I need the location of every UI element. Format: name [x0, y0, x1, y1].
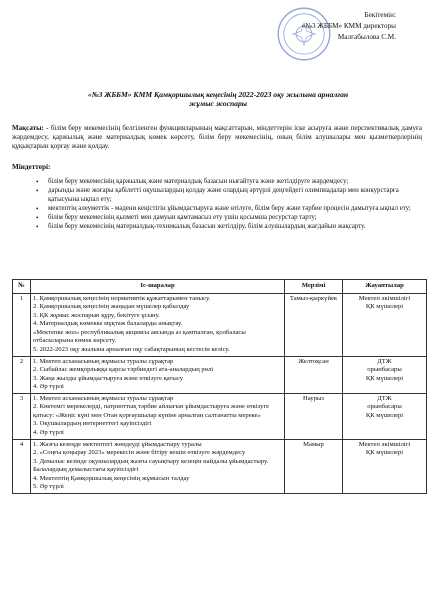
activity-item: 1. Қамқоршылық кеңесінің нормативтік құжаттарымен танысу. [33, 294, 211, 302]
approval-heading: Бекітемін: [364, 11, 396, 19]
row-number: 2 [13, 356, 31, 393]
header-activities: Іс-шаралар [31, 280, 285, 294]
activity-item: 1. Мектеп асханасының жұмысы туралы сұрақтар [33, 394, 174, 402]
responsible-item: ҚК мүшелері [365, 374, 404, 382]
table-header-row [13, 280, 427, 294]
responsible-item: Мектеп әкімшілігі [358, 294, 411, 302]
row-term: Желтоқсан [285, 356, 343, 393]
header-number: № [13, 280, 31, 294]
activity-item: 1. Жазғы кезеңде мектептегі жөндеуді ұйымдастыру туралы [33, 440, 202, 448]
activity-item: 2. Қамқоршылық кеңесінің жаңадан мүшелер қабылдау [33, 303, 190, 311]
row-activities [31, 393, 285, 439]
row-activities [31, 293, 285, 356]
activity-item: 3. Жаңа жылды ұйымдастыруға және өткізуге қатысу [33, 374, 183, 382]
activity-item: 2. Сыбайлас жемқорлыққа қарсы тәрбиедегі ата-аналардың рөлі [33, 366, 214, 374]
activity-item: 3. Демалыс кезінде оқушылардың жазғы сауықтыру кезеңін найдалы ұйымдастыру. Балалардың демалыстағы қауіпсіздігі [33, 457, 269, 474]
activity-item: 3. ҚК жұмыс жоспарын құру, бекітуге ұсыну. [33, 311, 160, 319]
goal-paragraph [12, 124, 422, 150]
table-row [13, 393, 427, 439]
activity-item: 3. Оқушылардың интернеттегі қауіпсіздігі [33, 420, 152, 428]
page-title [0, 90, 436, 109]
row-number: 4 [13, 439, 31, 493]
responsible-item: Мектеп әкімшілігі [358, 440, 411, 448]
row-responsible [343, 293, 427, 356]
title-line-1: «№3 ЖББМ» КММ Қамқоршылық кеңесінің 2022-2023 оқу жылына арналған [87, 90, 349, 99]
activity-item: 4. Әр түрлі [33, 429, 64, 436]
approval-block [256, 10, 396, 43]
header-term: Мерзімі [285, 280, 343, 294]
activity-item: «Мектепке жол» республикалық акциясы аясында аз қамтылған, қолбаласы отбасыларына көмек көрсету. [33, 328, 246, 345]
header-responsible: Жауаптылар [343, 280, 427, 294]
activity-item: 5. 2022-2023 оқу жылына арналған оқу сабақтарының кестесін келісу. [33, 345, 230, 353]
activity-item: 1. Мектеп асханасының жұмысы туралы сұрақтар [33, 357, 174, 365]
activity-item: 2. «Соңғы қоңырау 2023» мерекесін және бітіру кешін өткізуге жәрдемдесу [33, 449, 246, 457]
responsible-item: ДТЖ [377, 394, 392, 402]
approval-position: «№3 ЖББМ» КММ директоры [301, 22, 396, 31]
list-item: • дарынды және жоғары қабілетті оқушылардың қолдау және олардың әртүрлі деңгейдегі олимпиадалар мен конкурстарға қатысуына ықпал ету; [36, 187, 421, 204]
responsible-item: ДТЖ [377, 357, 392, 365]
title-line-2: жұмыс жоспары [188, 99, 248, 109]
plan-table [12, 279, 427, 494]
row-responsible [343, 393, 427, 439]
responsible-item: ҚК мүшелері [365, 411, 404, 419]
activity-item: 2. Көктемгі мерекелерді, патриоттық тәрбие айлығын ұйымдастыруға және өткізуге қатысу: «Жеңіс күні мен Отан қорғаушылар күніне арналған салтанатты мереке» [33, 403, 269, 419]
row-activities [31, 356, 285, 393]
activity-item: 5. Әр түрлі [33, 483, 64, 491]
row-number: 3 [13, 393, 31, 439]
tasks-list [36, 178, 421, 232]
goal-label: Мақсаты: [12, 124, 47, 132]
row-term: Мамыр [285, 439, 343, 493]
table-row [13, 293, 427, 356]
activity-item: 4. Әр түрлі [33, 383, 64, 391]
table-row [13, 356, 427, 393]
goal-text: - білім беру мекемесінің белгіленген функцияларының мақсаттарын, міндеттерін іске асыруға және перспективалық дамуға жәрдемдесу, қаржылық және материалдық көмек көрсету, білім беру мекемесінің, оның білім алушылары мен қызметкерлерінің құқықтарын қорғау және қолдау. [12, 124, 422, 150]
tasks-label: Міндеттері: [12, 163, 51, 171]
activity-item: 4. Материалдық көмекке мұқтаж балаларды анықтау. [33, 320, 183, 328]
row-number: 1 [13, 293, 31, 356]
list-item: • білім беру мекемесінің қызметі мен дамуын қамтамасыз ету үшін қосымша ресурстар тарту; [36, 214, 421, 222]
list-item: • мектептің әлеуметтік - мәдени кеңістігін ұйымдастыруға және өтілуге, білім беру және тәрбие процесін дамытуға ықпал ету; [36, 205, 421, 213]
row-responsible [343, 439, 427, 493]
activity-item: 4. Мектептің Қамқоршылық кеңесінің жұмысын талдау [33, 474, 190, 482]
row-responsible [343, 356, 427, 393]
responsible-item: орынбасары [367, 403, 402, 411]
approval-signature: Малгабылова С.М. [337, 33, 396, 42]
row-term: Тамыз-қыркүйек [285, 293, 343, 356]
responsible-item: ҚК мүшелері [365, 303, 404, 311]
row-activities [31, 439, 285, 493]
responsible-item: орынбасары [367, 366, 402, 374]
row-term: Наурыз [285, 393, 343, 439]
table-row [13, 439, 427, 493]
responsible-item: ҚК мүшелері [365, 449, 404, 457]
list-item: • білім беру мекемесінің материалдық-техникалық базасын жетілдіру, білім алушылардың жағдайын жақсарту. [36, 223, 421, 231]
list-item: • білім беру мекемесінің қаржылық және материалдық базасын нығайтуға және жетілдіруге жәрдемдесу; [36, 178, 421, 186]
